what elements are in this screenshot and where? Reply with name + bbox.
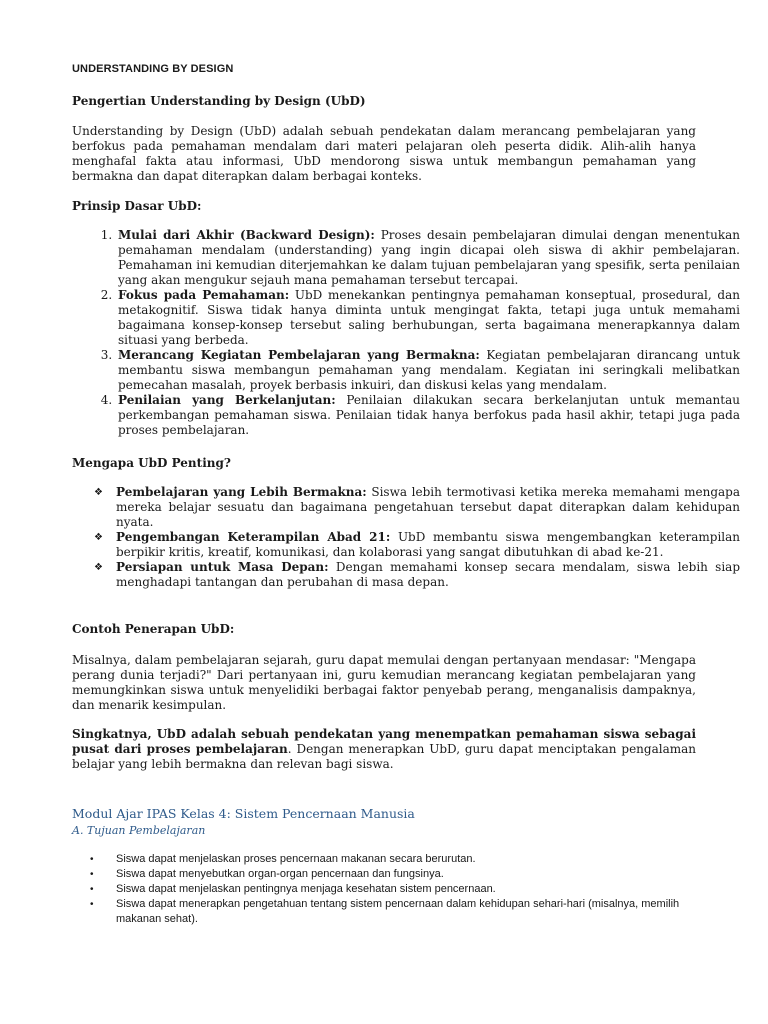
- reason-text: Siswa lebih termotivasi ketika mereka memahami mengapa mereka belajar sesuatu dan bagaimana pengetahuan tersebut dapat diterapkan dalam kehidupan nyata.: [116, 485, 740, 529]
- list-item: [90, 882, 716, 897]
- bullet-icon: •: [90, 899, 94, 910]
- list-item: [94, 530, 740, 560]
- objective-text: Siswa dapat menyebutkan organ-organ pencernaan dan fungsinya.: [116, 868, 444, 880]
- summary-paragraph: [72, 727, 696, 772]
- module-title: Modul Ajar IPAS Kelas 4: Sistem Pencernaan Manusia: [72, 806, 415, 821]
- module-subtitle: A. Tujuan Pembelajaran: [72, 824, 206, 837]
- objective-text: Siswa dapat menerapkan pengetahuan tentang sistem pencernaan dalam kehidupan sehari-hari (misalnya, memilih makanan sehat).: [116, 898, 680, 925]
- reason-text: UbD membantu siswa mengembangkan keterampilan berpikir kritis, kreatif, komunikasi, dan kolaborasi yang sangat dibutuhkan di abad ke-21.: [116, 530, 740, 559]
- principle-text: Proses desain pembelajaran dimulai dengan menentukan pemahaman mendalam (understanding) yang ingin dicapai oleh siswa di akhir pembelajaran. Pemahaman ini kemudian diterjemahkan ke dalam tujuan pembelajaran yang spesifik, serta penilaian yang akan mengukur sejauh mana pemahaman tersebut tercapai.: [118, 228, 740, 287]
- principle-title: Merancang Kegiatan Pembelajaran yang Bermakna:: [118, 348, 480, 362]
- principle-text: UbD menekankan pentingnya pemahaman konseptual, prosedural, dan metakognitif. Siswa tidak hanya diminta untuk mengingat fakta, tetapi juga untuk memahami bagaimana konsep-konsep tersebut saling berhubungan, serta bagaimana menerapkannya dalam situasi yang berbeda.: [118, 288, 740, 347]
- list-item: [90, 852, 716, 867]
- list-item: [94, 560, 741, 590]
- importance-list: [72, 485, 740, 590]
- bullet-icon: •: [90, 884, 94, 895]
- list-item: [90, 867, 716, 882]
- principle-title: Penilaian yang Berkelanjutan:: [118, 393, 336, 407]
- reason-title: Pengembangan Keterampilan Abad 21:: [116, 530, 391, 544]
- principle-title: Fokus pada Pemahaman:: [118, 288, 290, 302]
- list-item: [116, 348, 740, 393]
- principle-text: Penilaian dilakukan secara berkelanjutan untuk memantau perkembangan pemahaman siswa. Penilaian tidak hanya berfokus pada hasil akhir, tetapi juga pada proses pembelajaran.: [118, 393, 740, 437]
- diamond-bullet-icon: ❖: [94, 487, 103, 498]
- definition-paragraph: Understanding by Design (UbD) adalah sebuah pendekatan dalam merancang pembelajaran yang berfokus pada pemahaman mendalam dari materi pelajaran oleh peserta didik. Alih-alih hanya menghafal fakta atau informasi, UbD mendorong siswa untuk membangun pemahaman yang bermakna dan dapat diterapkan dalam berbagai konteks.: [72, 124, 696, 183]
- list-item: [94, 485, 740, 530]
- objective-text: Siswa dapat menjelaskan proses pencernaan makanan secara berurutan.: [116, 853, 476, 865]
- document-title: UNDERSTANDING BY DESIGN: [72, 63, 234, 75]
- importance-heading: Mengapa UbD Penting?: [72, 456, 231, 470]
- objective-text: Siswa dapat menjelaskan pentingnya menjaga kesehatan sistem pencernaan.: [116, 883, 496, 895]
- summary-bold: Singkatnya, UbD adalah sebuah pendekatan yang menempatkan pemahaman siswa sebagai pusat dari proses pembelajaran: [72, 727, 696, 756]
- bullet-icon: •: [90, 854, 94, 865]
- list-item: [116, 228, 740, 288]
- list-item: [116, 393, 740, 438]
- principle-title: Mulai dari Akhir (Backward Design):: [118, 228, 375, 242]
- principles-heading: Prinsip Dasar UbD:: [72, 199, 202, 213]
- list-item: [116, 288, 740, 348]
- principle-text: Kegiatan pembelajaran dirancang untuk membantu siswa membangun pemahaman yang mendalam. Kegiatan ini seringkali melibatkan pemecahan masalah, proyek berbasis inkuiri, dan diskusi kelas yang mendalam.: [118, 348, 740, 392]
- reason-title: Pembelajaran yang Lebih Bermakna:: [116, 485, 367, 499]
- bullet-icon: •: [90, 869, 94, 880]
- objectives-list: [72, 852, 716, 927]
- example-heading: Contoh Penerapan UbD:: [72, 622, 235, 636]
- list-item: [90, 897, 716, 927]
- definition-heading: Pengertian Understanding by Design (UbD): [72, 94, 366, 108]
- diamond-bullet-icon: ❖: [94, 562, 103, 573]
- diamond-bullet-icon: ❖: [94, 532, 103, 543]
- reason-text: Dengan memahami konsep secara mendalam, siswa lebih siap menghadapi tantangan dan perubahan di masa depan.: [116, 560, 741, 589]
- reason-title: Persiapan untuk Masa Depan:: [116, 560, 329, 574]
- principles-list: [72, 228, 740, 438]
- example-paragraph: Misalnya, dalam pembelajaran sejarah, guru dapat memulai dengan pertanyaan mendasar: "Mengapa perang dunia terjadi?" Dari pertanyaan ini, guru kemudian merancang kegiatan pembelajaran yang memungkinkan siswa untuk menyelidiki berbagai faktor penyebab perang, menganalisis dampaknya, dan menarik kesimpulan.: [72, 653, 696, 712]
- summary-text: . Dengan menerapkan UbD, guru dapat menciptakan pengalaman belajar yang lebih bermakna dan relevan bagi siswa.: [72, 742, 696, 771]
